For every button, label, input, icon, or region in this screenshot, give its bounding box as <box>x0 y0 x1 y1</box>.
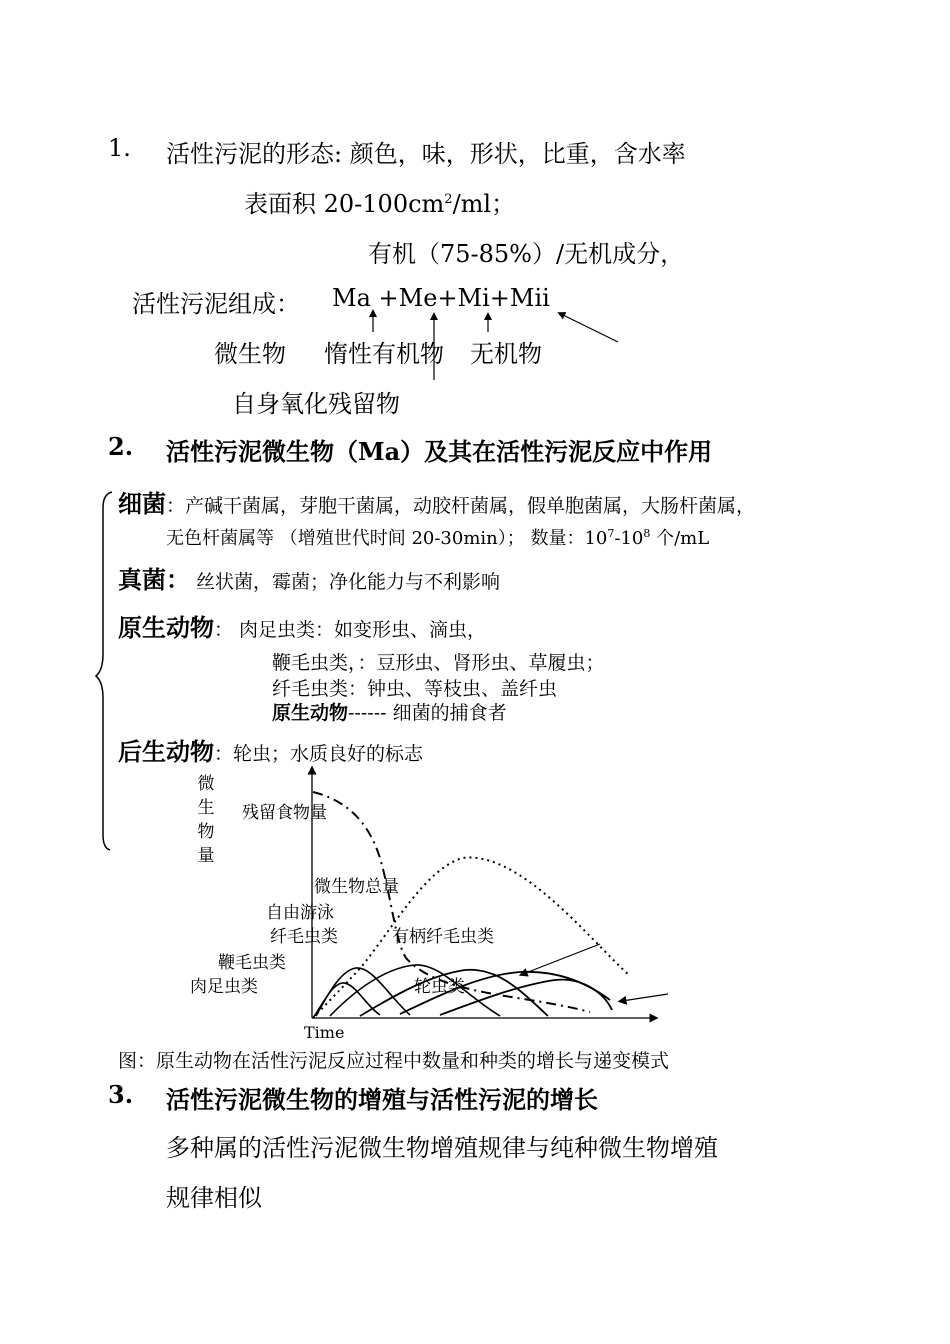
pointer-arrow-1 <box>523 944 600 974</box>
protozoa-line4-bold: 原生动物 <box>272 702 349 724</box>
label-total-microbes: 微生物总量 <box>314 877 399 897</box>
label-rotifers: 轮虫类 <box>414 977 465 997</box>
section1-heading: 活性污泥的形态: 颜色，味，形状，比重，含水率 <box>166 140 686 168</box>
surface-area-sup: 2 <box>444 192 453 207</box>
protozoa-line2: 鞭毛虫类，：豆形虫、肾形虫、草履虫； <box>272 652 605 674</box>
section2-number: 2. <box>108 432 134 461</box>
section3-number: 3. <box>108 1080 134 1109</box>
label-residual-food: 残留食物量 <box>242 803 327 823</box>
section3-body-line2: 规律相似 <box>166 1184 262 1212</box>
figure-caption: 图：原生动物在活性污泥反应过程中数量和种类的增长与递变模式 <box>118 1050 670 1072</box>
curve-flagellates <box>316 968 410 1016</box>
bacteria-sup2: 8 <box>643 527 651 540</box>
label-inorganic: 无机物 <box>470 340 542 368</box>
composition-label: 活性污泥组成： <box>132 290 300 318</box>
section1-number: 1. <box>108 134 131 162</box>
figure-xlabel: Time <box>304 1023 345 1042</box>
label-sarcodina: 肉足虫类 <box>190 977 258 997</box>
bacteria-suffix: 个/mL <box>650 528 710 549</box>
label-microbes: 微生物 <box>214 340 286 368</box>
label-ciliates: 纤毛虫类 <box>270 927 338 947</box>
bacteria-label: 细菌 <box>118 489 166 518</box>
organic-line: 有机（75-85%）/无机成分， <box>368 240 685 268</box>
protozoa-label: 原生动物 <box>118 613 214 642</box>
surface-area-prefix: 表面积 20-100cm <box>244 190 445 218</box>
bacteria-text: ：产碱干菌属，芽胞干菌属，动胶杆菌属，假单胞菌属，大肠杆菌属， <box>166 495 756 517</box>
section2-heading: 活性污泥微生物（Ma）及其在活性污泥反应中作用 <box>166 437 713 466</box>
protozoa-line3: 纤毛虫类：钟虫、等枝虫、盖纤虫 <box>272 678 558 700</box>
label-stalked-ciliates: 有柄纤毛虫类 <box>392 927 494 947</box>
bacteria-line2-prefix: 无色杆菌属等 （增殖世代时间 20-30min）； 数量：10 <box>166 528 608 549</box>
label-flagellates: 鞭毛虫类 <box>218 953 286 973</box>
protozoa-line4-rest: ------ 细菌的捕食者 <box>348 702 507 724</box>
fungi-text: 丝状菌，霉菌；净化能力与不利影响 <box>196 571 501 593</box>
fungi-label: 真菌： <box>118 565 190 594</box>
ylabel-char-2: 生 <box>197 798 215 818</box>
composition-formula: Ma +Me+Mi+Mii <box>332 284 550 312</box>
bacteria-sup1: 7 <box>607 527 615 540</box>
bacteria-mid: -10 <box>614 528 644 549</box>
pointer-arrow-2 <box>622 994 668 1001</box>
ylabel-char-3: 物 <box>197 822 215 842</box>
section3-body-line1: 多种属的活性污泥微生物增殖规律与纯种微生物增殖 <box>166 1134 718 1162</box>
section3-heading: 活性污泥微生物的增殖与活性污泥的增长 <box>166 1085 598 1114</box>
protozoa-text: ： 肉足虫类：如变形虫、滴虫， <box>214 619 487 641</box>
ylabel-char-4: 量 <box>197 846 215 866</box>
ylabel-char-1: 微 <box>197 774 215 794</box>
surface-area-suffix: /ml； <box>452 190 516 218</box>
metazoa-text: ：轮虫；水质良好的标志 <box>214 743 424 765</box>
label-residue: 自身氧化残留物 <box>232 390 400 418</box>
label-free-swimming: 自由游泳 <box>266 903 334 923</box>
label-inert-organic: 惰性有机物 <box>324 340 444 368</box>
metazoa-label: 后生动物 <box>118 737 214 766</box>
